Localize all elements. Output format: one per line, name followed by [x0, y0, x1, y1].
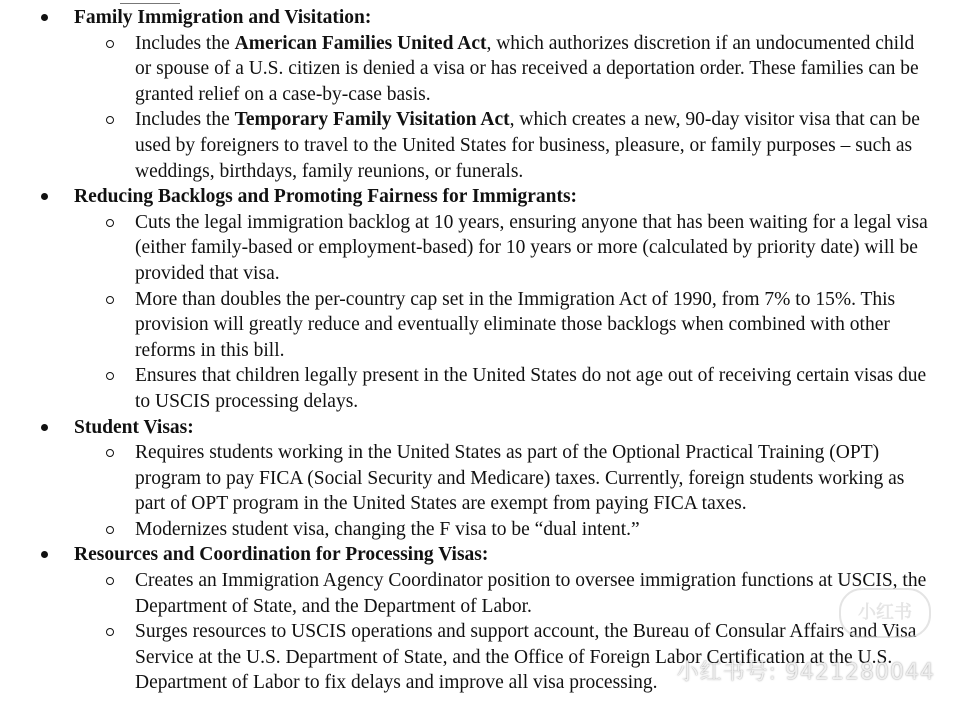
bullet-dot-icon — [41, 424, 48, 431]
hollow-circle-bullet-icon — [106, 372, 114, 380]
bullet-dot-icon — [41, 14, 48, 21]
section-heading: Family Immigration and Visitation: — [74, 7, 372, 28]
hollow-circle-bullet-icon — [106, 116, 114, 124]
item-text: Requires students working in the United States as part of the Optional Practical Training (OPT) program to pay FICA (Social Security and Medicare) taxes. Currently, foreign students working as part of OPT program in the United States are exempt from paying FICA taxes. — [135, 442, 905, 515]
cropped-text-fragment — [120, 0, 180, 4]
bullet-list — [0, 5, 973, 696]
watermark-logo: 小红书 — [839, 588, 931, 638]
document-page — [0, 5, 973, 696]
list-item — [135, 517, 935, 543]
bullet-dot-icon — [41, 551, 48, 558]
hollow-circle-bullet-icon — [106, 40, 114, 48]
list-item — [135, 210, 935, 287]
hollow-circle-bullet-icon — [106, 526, 114, 534]
item-text: More than doubles the per-country cap set in the Immigration Act of 1990, from 7% to 15%. This provision will greatly reduce and eventually eliminate those backlogs when combined with other reforms in this bill. — [135, 288, 896, 361]
list-item — [135, 31, 935, 108]
hollow-circle-bullet-icon — [106, 449, 114, 457]
item-text: Includes the — [135, 109, 235, 131]
hollow-circle-bullet-icon — [106, 628, 114, 636]
item-text: Includes the — [135, 32, 235, 54]
item-text: , which authorizes discretion if an undocumented child or spouse of a U.S. citizen is denied a visa or has received a deportation order. These families can be granted relief on a case-by-case basis. — [135, 32, 919, 105]
item-text: Ensures that children legally present in the United States do not age out of receiving certain visas due to USCIS processing delays. — [135, 365, 927, 412]
list-item — [135, 287, 935, 364]
section-heading: Reducing Backlogs and Promoting Fairness for Immigrants: — [74, 186, 578, 208]
item-text: Modernizes student visa, changing the F visa to be “dual intent.” — [135, 518, 640, 540]
hollow-circle-bullet-icon — [106, 577, 114, 585]
item-text: , which creates a new, 90-day visitor visa that can be used by foreigners to travel to the United States for business, pleasure, or family purposes – such as weddings, birthdays, family reunions, or funerals. — [135, 109, 920, 182]
section-heading: Student Visas: — [74, 416, 194, 438]
item-text: Cuts the legal immigration backlog at 10 years, ensuring anyone that has been waiting for a legal visa (either family-based or employment-based) for 10 years or more (calculated by priority date) will be provided that visa. — [135, 211, 928, 284]
watermark-id: 小红书号: 9421280044 — [676, 660, 935, 686]
hollow-circle-bullet-icon — [106, 219, 114, 227]
section-heading: Resources and Coordination for Processing Visas: — [74, 544, 489, 566]
list-item — [135, 107, 935, 184]
bullet-dot-icon — [41, 193, 48, 200]
item-text: Creates an Immigration Agency Coordinator position to oversee immigration functions at USCIS, the Department of State, and the Department of Labor. — [135, 570, 927, 617]
section — [0, 415, 973, 543]
section — [0, 184, 973, 414]
list-item — [135, 440, 935, 517]
hollow-circle-bullet-icon — [106, 296, 114, 304]
section — [0, 5, 973, 184]
list-item — [135, 568, 935, 619]
list-item — [135, 363, 935, 414]
act-name: Temporary Family Visitation Act — [234, 109, 510, 131]
act-name: American Families United Act — [234, 32, 487, 54]
item-text: Surges resources to USCIS operations and support account, the Bureau of Consular Affairs and Visa Service at the U.S. Department of State, and the Office of Foreign Labor Certification at the U.S. Department of Labor to fix delays and improve all visa processing. — [135, 621, 917, 694]
